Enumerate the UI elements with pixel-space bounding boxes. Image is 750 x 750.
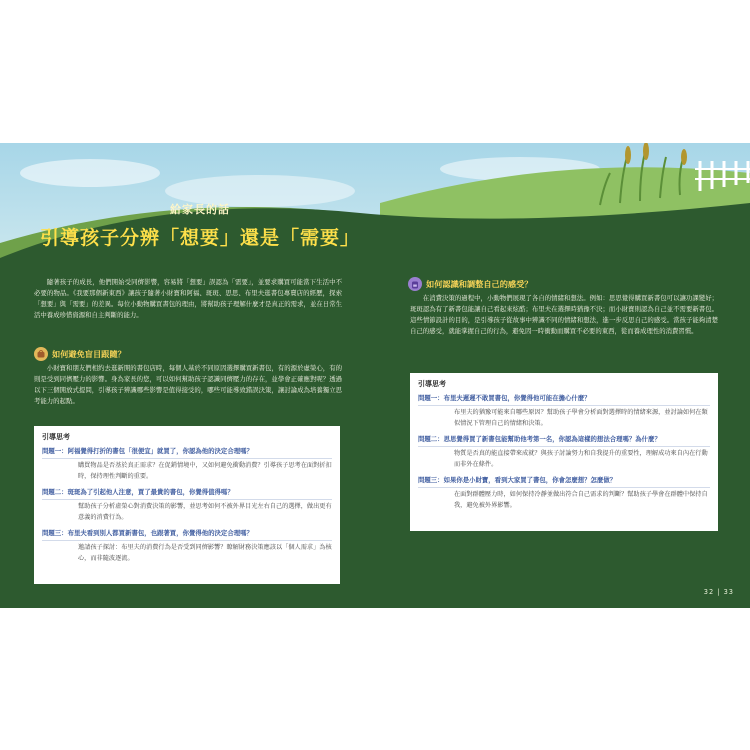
right-answer-3: 在面對群體壓力時，如何保持冷靜並做出符合自己需求的判斷？幫助孩子學會在群體中保持自我，避免被外界影響。 <box>454 491 708 509</box>
main-title: 引導孩子分辨「想要」還是「需要」 <box>40 227 361 249</box>
book-spread <box>0 143 750 608</box>
right-box-title: 引導思考 <box>418 380 446 388</box>
left-answer-1: 購買物品是否基於真正需求？在促銷情境中，又如何避免衝動消費？引導孩子思考在面對折扣時，保持理性判斷的重要。 <box>78 462 332 480</box>
left-question-1: 問題一： 阿福覺得打折的書包「很便宜」就買了，你認為他的決定合理嗎？ <box>42 447 253 455</box>
right-question-1: 問題一： 布里夫遲遲不敢買書包，你覺得他可能在擔心什麼？ <box>418 394 591 402</box>
backpack-icon <box>408 277 422 291</box>
right-answer-1: 布里夫的猶豫可能來自哪些原因？幫助孩子學會分析面對選擇時的情緒來源，並討論如何在類似情況下管理自己的情緒和決策。 <box>454 409 708 427</box>
section1-title: 如何避免盲目跟隨？ <box>52 348 126 359</box>
section1-paragraph: 小財寶和朋友們相約去逛新開的書包店時，每個人基於不同原因選擇購買新書包，有的源於虛榮心，有的則是受到同儕壓力的影響。身為家長的您，可以如何幫助孩子認識同儕壓力的存在，並學會正確應對呢？透過以下三個開放式提問，引導孩子辨識哪些影響是值得接受的，哪些可能導致錯誤決策，讓討論成為培養獨立思考能力的起點。 <box>34 364 342 405</box>
section2-paragraph: 在消費決策的過程中，小動物們展現了各自的情緒和想法。例如：思思覺得購買新書包可以讓功課變好；斑斑認為有了新書包能讓自己看起來炫酷；布里夫在選擇時猶豫不決；而小財寶則認為自己並不需要新書包。這些情節設計的目的，是引導孩子從故事中辨識不同的情緒和想法，進一步反思自己的感受。當孩子能夠清楚自己的感受，就能掌握自己的行為，避免因一時衝動而購買不必要的東西，從而養成理性的消費習慣。 <box>410 294 718 335</box>
intro-paragraph: 隨著孩子的成長，他們開始受同儕影響，容易將「想要」誤認為「需要」，並要求購買可能當下生活中不必要的物品。《我要那個新東西》讓孩子隨著小財寶和阿福、斑斑、思思、布里夫逛書包專賣店的經歷，探索「想要」與「需要」的差異。每位小動物購買書包的理由，將幫助孩子理解什麼才是真正的需求，並在日常生活中養成珍惜資源和自主判斷的能力。 <box>34 278 342 319</box>
left-box-title: 引導思考 <box>42 433 70 441</box>
left-guide-box <box>34 426 340 584</box>
left-question-3: 問題三： 布里夫看到別人都買新書包，也跟著買，你覺得他的決定合理嗎？ <box>42 529 253 537</box>
left-answer-2: 幫助孩子分析虛榮心對消費決策的影響，並思考如何不被外界目光左右自己的選擇，做出更有意義的消費行為。 <box>78 503 332 521</box>
right-answer-2: 物質是否真的能直接帶來成就？與孩子討論努力和自我提升的重要性，理解成功來自內在行動而非外在條件。 <box>454 450 708 468</box>
section1-heading <box>34 347 126 361</box>
kicker-text: 給家長的話 <box>170 203 230 216</box>
right-question-3: 問題三： 如果你是小財寶，看到大家買了書包，你會怎麼想？怎麼做？ <box>418 476 617 484</box>
bag-icon <box>34 347 48 361</box>
right-question-2: 問題二： 思思覺得買了新書包能幫助他考第一名，你認為這樣的想法合理嗎？為什麼？ <box>418 435 661 443</box>
left-answer-3: 邀請孩子探討：布里夫的消費行為是否受到同儕影響？瞭解財務決策應該以「個人需求」為核心，而非隨波逐流。 <box>78 544 332 562</box>
left-question-2: 問題二： 斑斑為了引起他人注意，買了最貴的書包，你覺得值得嗎？ <box>42 488 234 496</box>
title-block <box>40 201 360 250</box>
page-numbers: 32 | 33 <box>703 588 734 596</box>
section2-heading <box>408 277 532 291</box>
section2-title: 如何認識和調整自己的感受？ <box>426 278 533 289</box>
right-guide-box <box>410 373 718 531</box>
